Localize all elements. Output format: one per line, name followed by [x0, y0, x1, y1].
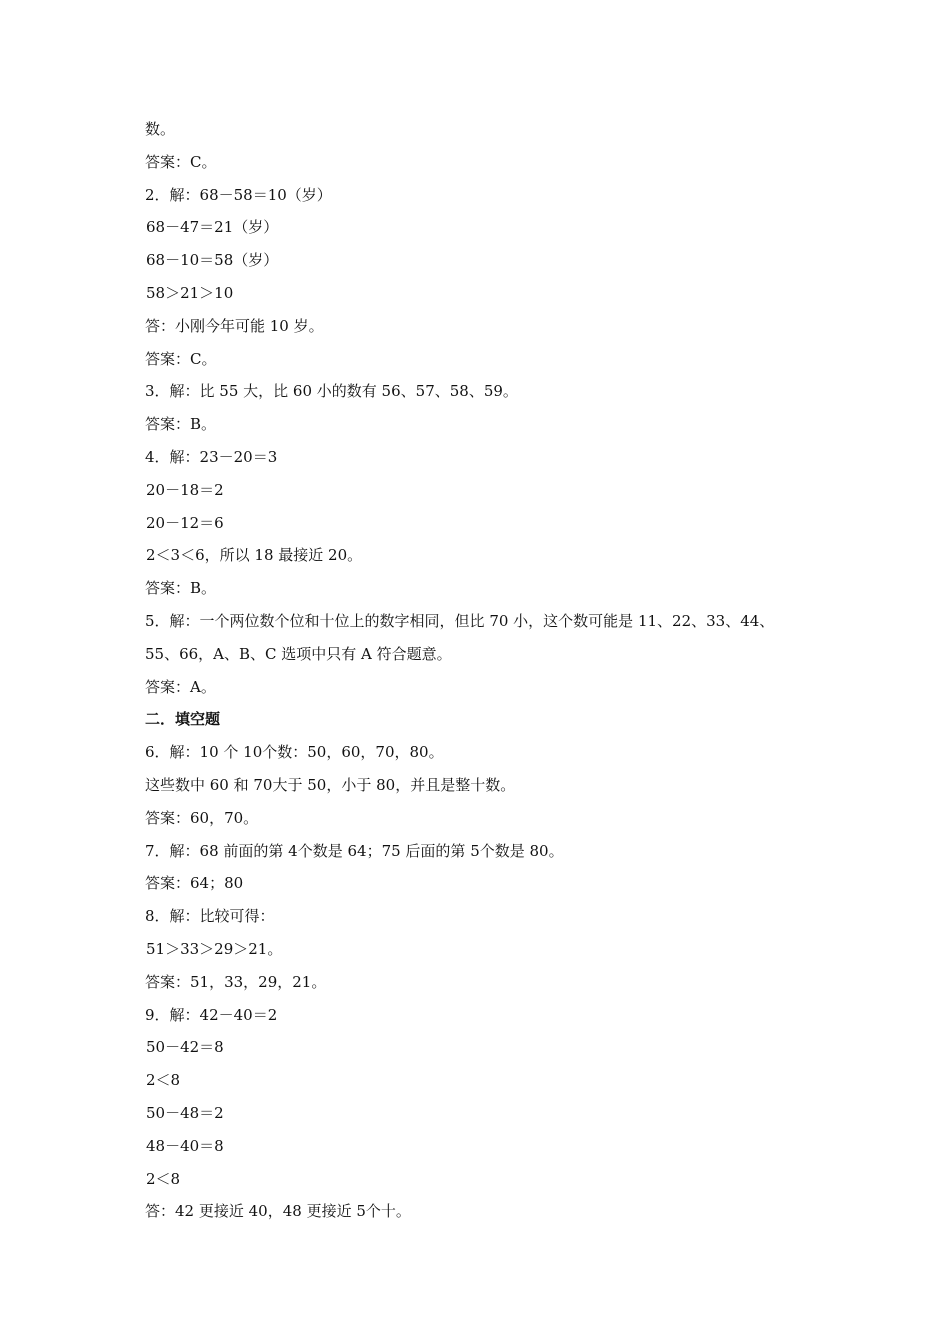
equation-line: 2＜3＜6，所以 18 最接近 20。	[146, 546, 363, 565]
equation-line: 20－12＝6	[146, 513, 224, 532]
equation-line: 50－48＝2	[146, 1103, 224, 1122]
solution-line: 7．解：68 前面的第 4个数是 64；75 后面的第 5个数是 80。	[145, 841, 564, 860]
equation-line: 48－40＝8	[146, 1136, 224, 1155]
solution-line: 8．解：比较可得：	[145, 907, 275, 926]
answer-line: 答：42 更接近 40，48 更接近 5个十。	[145, 1202, 411, 1221]
answer-line: 答案：B。	[145, 579, 217, 598]
solution-text-block	[145, 113, 845, 1228]
solution-line: 3．解：比 55 大，比 60 小的数有 56、57、58、59。	[145, 382, 518, 401]
solution-line: 4．解：23－20＝3	[145, 447, 278, 466]
equation-line: 68－47＝21（岁）	[146, 218, 279, 237]
answer-line: 答案：51，33，29，21。	[145, 972, 327, 991]
text-line: 这些数中 60 和 70大于 50，小于 80，并且是整十数。	[145, 775, 516, 794]
solution-line: 2．解：68－58＝10（岁）	[145, 185, 332, 204]
answer-line: 答案：64；80	[145, 874, 244, 893]
equation-line: 58＞21＞10	[146, 283, 234, 302]
equation-line: 51＞33＞29＞21。	[146, 939, 283, 958]
answer-line: 答案：B。	[145, 415, 217, 434]
equation-line: 20－18＝2	[146, 480, 224, 499]
text-line: 数。	[145, 120, 176, 138]
equation-line: 50－42＝8	[146, 1038, 224, 1057]
equation-line: 2＜8	[146, 1169, 181, 1188]
answer-line: 答案：A。	[145, 677, 216, 696]
answer-line: 答案：C。	[145, 349, 217, 368]
section-heading: 二．填空题	[145, 710, 221, 729]
solution-line: 9．解：42－40＝2	[145, 1005, 278, 1024]
equation-line: 2＜8	[146, 1071, 181, 1090]
solution-line: 6．解：10 个 10个数：50，60，70，80。	[145, 743, 444, 762]
solution-line: 5．解：一个两位数个位和十位上的数字相同，但比 70 小，这个数可能是 11、22、33、44、	[145, 611, 775, 630]
equation-line: 68－10＝58（岁）	[146, 251, 279, 270]
text-line: 答：小刚今年可能 10 岁。	[145, 316, 324, 335]
answer-line: 答案：60，70。	[145, 808, 259, 827]
answer-line: 答案：C。	[145, 152, 217, 171]
text-line: 55、66，A、B、C 选项中只有 A 符合题意。	[145, 644, 452, 663]
